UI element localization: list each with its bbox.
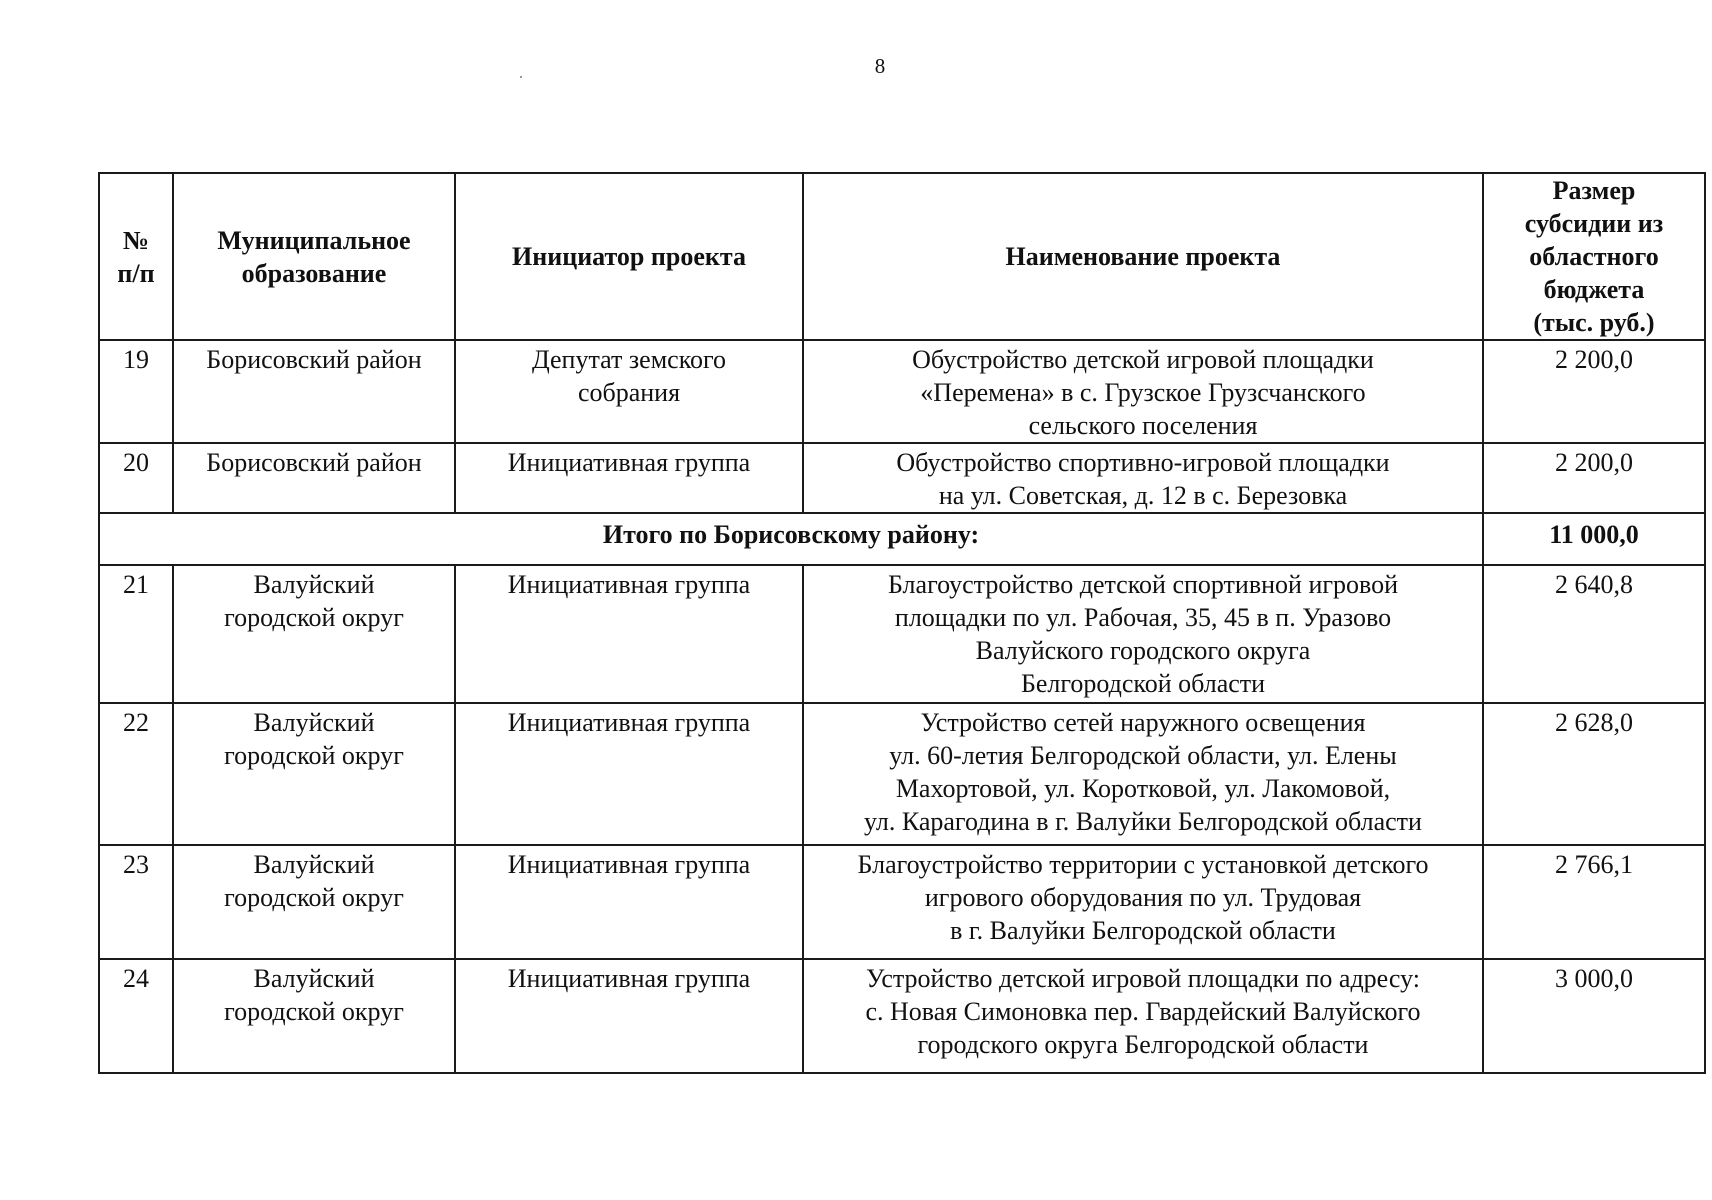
table-row (99, 443, 1705, 513)
header-project: Наименование проекта (803, 173, 1483, 340)
cell-municipality: Валуйский городской округ (173, 565, 455, 703)
cell-municipality: Борисовский район (173, 340, 455, 443)
cell-initiator: Инициативная группа (455, 845, 803, 959)
cell-num: 23 (99, 845, 173, 959)
cell-municipality: Валуйский городской округ (173, 959, 455, 1073)
cell-num: 19 (99, 340, 173, 443)
cell-project: Благоустройство детской спортивной игровой площадки по ул. Рабочая, 35, 45 в п. Уразово Валуйского городского округа Белгородской области (803, 565, 1483, 703)
cell-num: 22 (99, 703, 173, 845)
header-initiator: Инициатор проекта (455, 173, 803, 340)
cell-initiator: Инициативная группа (455, 565, 803, 703)
subsidy-table (98, 172, 1706, 1074)
cell-amount: 2 200,0 (1483, 340, 1705, 443)
table-header-row (99, 173, 1705, 340)
table-row (99, 340, 1705, 443)
cell-amount: 2 640,8 (1483, 565, 1705, 703)
cell-municipality: Валуйский городской округ (173, 703, 455, 845)
cell-initiator: Депутат земского собрания (455, 340, 803, 443)
table-row (99, 703, 1705, 845)
cell-initiator: Инициативная группа (455, 959, 803, 1073)
cell-project: Обустройство детской игровой площадки «Перемена» в с. Грузское Грузсчанского сельского поселения (803, 340, 1483, 443)
table-row (99, 565, 1705, 703)
table-row (99, 959, 1705, 1073)
cell-num: 20 (99, 443, 173, 513)
cell-initiator: Инициативная группа (455, 443, 803, 513)
subtotal-amount: 11 000,0 (1483, 513, 1705, 565)
scan-speck (520, 76, 522, 78)
header-municipality: Муниципальное образование (173, 173, 455, 340)
cell-municipality: Валуйский городской округ (173, 845, 455, 959)
header-num: № п/п (99, 173, 173, 340)
cell-amount: 2 628,0 (1483, 703, 1705, 845)
table-row (99, 845, 1705, 959)
header-amount: Размер субсидии из областного бюджета (тыс. руб.) (1483, 173, 1705, 340)
cell-num: 24 (99, 959, 173, 1073)
page-number: 8 (874, 54, 886, 78)
subtotal-row (99, 513, 1705, 565)
cell-amount: 3 000,0 (1483, 959, 1705, 1073)
subtotal-label: Итого по Борисовскому району: (99, 513, 1483, 565)
cell-project: Благоустройство территории с установкой детского игрового оборудования по ул. Трудовая в г. Валуйки Белгородской области (803, 845, 1483, 959)
cell-project: Устройство сетей наружного освещения ул. 60-летия Белгородской области, ул. Елены Махортовой, ул. Коротковой, ул. Лакомовой, ул. Карагодина в г. Валуйки Белгородской области (803, 703, 1483, 845)
cell-municipality: Борисовский район (173, 443, 455, 513)
cell-project: Устройство детской игровой площадки по адресу: с. Новая Симоновка пер. Гвардейский Валуйского городского округа Белгородской области (803, 959, 1483, 1073)
cell-amount: 2 766,1 (1483, 845, 1705, 959)
cell-initiator: Инициативная группа (455, 703, 803, 845)
cell-amount: 2 200,0 (1483, 443, 1705, 513)
cell-project: Обустройство спортивно-игровой площадки на ул. Советская, д. 12 в с. Березовка (803, 443, 1483, 513)
cell-num: 21 (99, 565, 173, 703)
